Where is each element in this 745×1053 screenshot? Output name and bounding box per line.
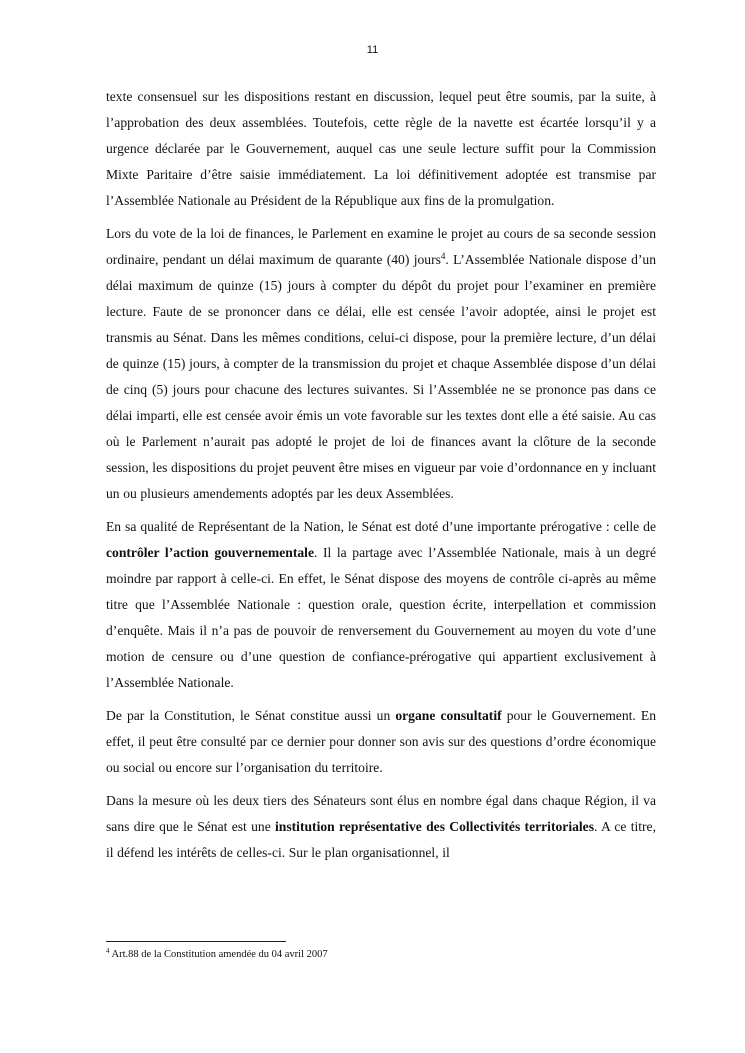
paragraph-2 xyxy=(106,221,656,507)
paragraph-3 xyxy=(106,514,656,696)
footnote-number: 4 xyxy=(106,947,110,955)
paragraph-2-text-b: . L’Assemblée Nationale dispose d’un délai maximum de quinze (15) jours à compter du dépôt du projet pour l’examiner en première lecture. Faute de se prononcer dans ce délai, elle est censée l’avoir adoptée, ainsi le projet est transmis au Sénat. Dans les mêmes conditions, celui-ci dispose, pour la première lecture, d’un délai de quinze (15) jours, à compter de la transmission du projet et chaque Assemblée dispose d’un délai de cinq (5) jours pour chacune des lectures suivantes. Si l’Assemblée ne se prononce pas dans ce délai imparti, elle est censée avoir émis un vote favorable sur les textes dont elle a été saisie. Au cas où le Parlement n’aurait pas adopté le projet de loi de finances avant la clôture de la seconde session, les dispositions du projet peuvent être mises en vigueur par voie d’ordonnance en y incluant un ou plusieurs amendements adoptés par les deux Assemblées. xyxy=(106,252,656,501)
body-text xyxy=(106,84,656,873)
paragraph-5-text-b: . A ce titre, il défend les intérêts de celles-ci. Sur le plan organisationnel, il xyxy=(106,819,656,860)
paragraph-5 xyxy=(106,788,656,866)
paragraph-3-text-b: . Il la partage avec l’Assemblée Nationale, mais à un degré moindre par rapport à celle-ci. En effet, le Sénat dispose des moyens de contrôle ci-après au même titre que l’Assemblée Nationale : question orale, question écrite, interpellation et commission d’enquête. Mais il n’a pas de pouvoir de renversement du Gouvernement au moyen du vote d’une motion de censure ou d’une question de confiance-prérogative qui appartient exclusivement à l’Assemblée Nationale. xyxy=(106,545,656,690)
footnote-text: Art.88 de la Constitution amendée du 04 avril 2007 xyxy=(109,949,328,960)
paragraph-5-emphasis: institution représentative des Collectivités territoriales xyxy=(275,819,594,834)
footnote xyxy=(106,948,656,962)
paragraph-3-emphasis: contrôler l’action gouvernementale xyxy=(106,545,314,560)
page-number: 11 xyxy=(366,44,379,56)
paragraph-3-text-a: En sa qualité de Représentant de la Nation, le Sénat est doté d’une importante prérogative : celle de xyxy=(106,519,656,534)
paragraph-2-text-a: Lors du vote de la loi de finances, le Parlement en examine le projet au cours de sa seconde session ordinaire, pendant un délai maximum de quarante (40) jours xyxy=(106,226,656,267)
footnote-divider xyxy=(106,941,286,942)
paragraph-4-emphasis: organe consultatif xyxy=(395,708,502,723)
paragraph-1: texte consensuel sur les dispositions restant en discussion, lequel peut être soumis, par la suite, à l’approbation des deux assemblées. Toutefois, cette règle de la navette est écartée lorsqu’il y a urgence déclarée par le Gouvernement, auquel cas une seule lecture suffit pour la Commission Mixte Paritaire d’être saisie immédiatement. La loi définitivement adoptée est transmise par l’Assemblée Nationale au Président de la République aux fins de la promulgation. xyxy=(106,89,656,208)
paragraph-4-text-b: pour le Gouvernement. En effet, il peut être consulté par ce dernier pour donner son avis sur des questions d’ordre économique ou social ou encore sur l’organisation du territoire. xyxy=(106,708,656,775)
paragraph-5-text-a: Dans la mesure où les deux tiers des Sénateurs sont élus en nombre égal dans chaque Région, il va sans dire que le Sénat est une xyxy=(106,793,656,834)
paragraph-4 xyxy=(106,703,656,781)
footnote-reference: 4 xyxy=(440,251,446,261)
paragraph-4-text-a: De par la Constitution, le Sénat constitue aussi un xyxy=(106,708,396,723)
